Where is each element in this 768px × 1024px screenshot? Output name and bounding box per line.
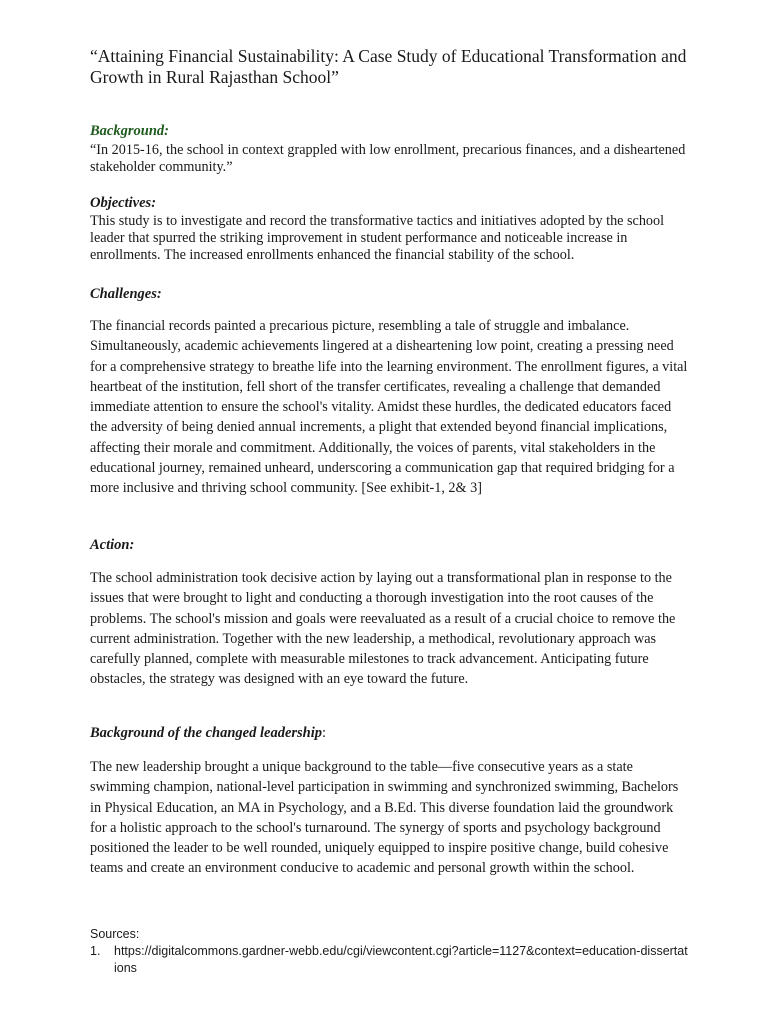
sources-label: Sources: xyxy=(90,927,140,941)
action-heading: Action: xyxy=(90,537,135,553)
action-text: The school administration took decisive action by laying out a transformational plan in response to the issues that were brought to light and conducting a thorough investigation into the root causes of the problems. The school's mission and goals were reevaluated as a result of a crucial choice to remove the current administration. Together with the new leadership, a methodical, revolutionary approach was carefully planned, complete with measurable milestones to track advancement. Anticipating future obstacles, the strategy was designed with an eye toward the future. xyxy=(90,570,676,688)
background-heading: Background: xyxy=(90,123,169,139)
document-title: “Attaining Financial Sustainability: A Case Study of Educational Transformation and Growth in Rural Rajasthan School” xyxy=(90,46,687,87)
objectives-text: This study is to investigate and record the transformative tactics and initiatives adopted by the school leader that spurred the striking improvement in student performance and noticeable increase in enrollments. The increased enrollments enhanced the financial stability of the school. xyxy=(90,213,665,263)
source-item xyxy=(90,943,690,977)
leadership-text: The new leadership brought a unique background to the table—five consecutive years as a state swimming champion, national-level participation in swimming and synchronized swimming, Bachelors in Physical Education, an MA in Psychology, and a B.Ed. This diverse foundation laid the groundwork for a holistic approach to the school's turnaround. The synergy of sports and psychology background positioned the leader to be well rounded, uniquely equipped to inspire positive change, build cohesive teams and create an environment conducive to academic and personal growth within the school. xyxy=(90,759,679,877)
leadership-heading xyxy=(90,724,326,742)
challenges-heading: Challenges: xyxy=(90,286,162,302)
sources-section xyxy=(90,926,690,977)
background-text: “In 2015-16, the school in context grappled with low enrollment, precarious finances, and a disheartened stakeholder community.” xyxy=(90,142,686,175)
source-link[interactable]: https://digitalcommons.gardner-webb.edu/cgi/viewcontent.cgi?article=1127&context=education-dissertations xyxy=(114,944,688,975)
leadership-heading-colon: : xyxy=(322,725,327,741)
leadership-heading-text: Background of the changed leadership xyxy=(90,725,323,741)
source-number: 1. xyxy=(90,944,101,958)
challenges-text: The financial records painted a precarious picture, resembling a tale of struggle and imbalance. Simultaneously, academic achievements lingered at a disheartening low point, creating a pressing need for a comprehensive strategy to breathe life into the learning environment. The enrollment figures, a vital heartbeat of the institution, fell short of the transfer certificates, revealing a challenge that demanded immediate attention to ensure the school's vitality. Amidst these hurdles, the dedicated educators faced the adversity of being denied annual increments, a plight that extended beyond financial implications, affecting their morale and commitment. Additionally, the voices of parents, vital stakeholders in the educational journey, remained unheard, underscoring a communication gap that required bridging for a more inclusive and thriving school community. [See exhibit-1, 2& 3] xyxy=(90,318,688,497)
objectives-heading: Objectives: xyxy=(90,195,157,211)
